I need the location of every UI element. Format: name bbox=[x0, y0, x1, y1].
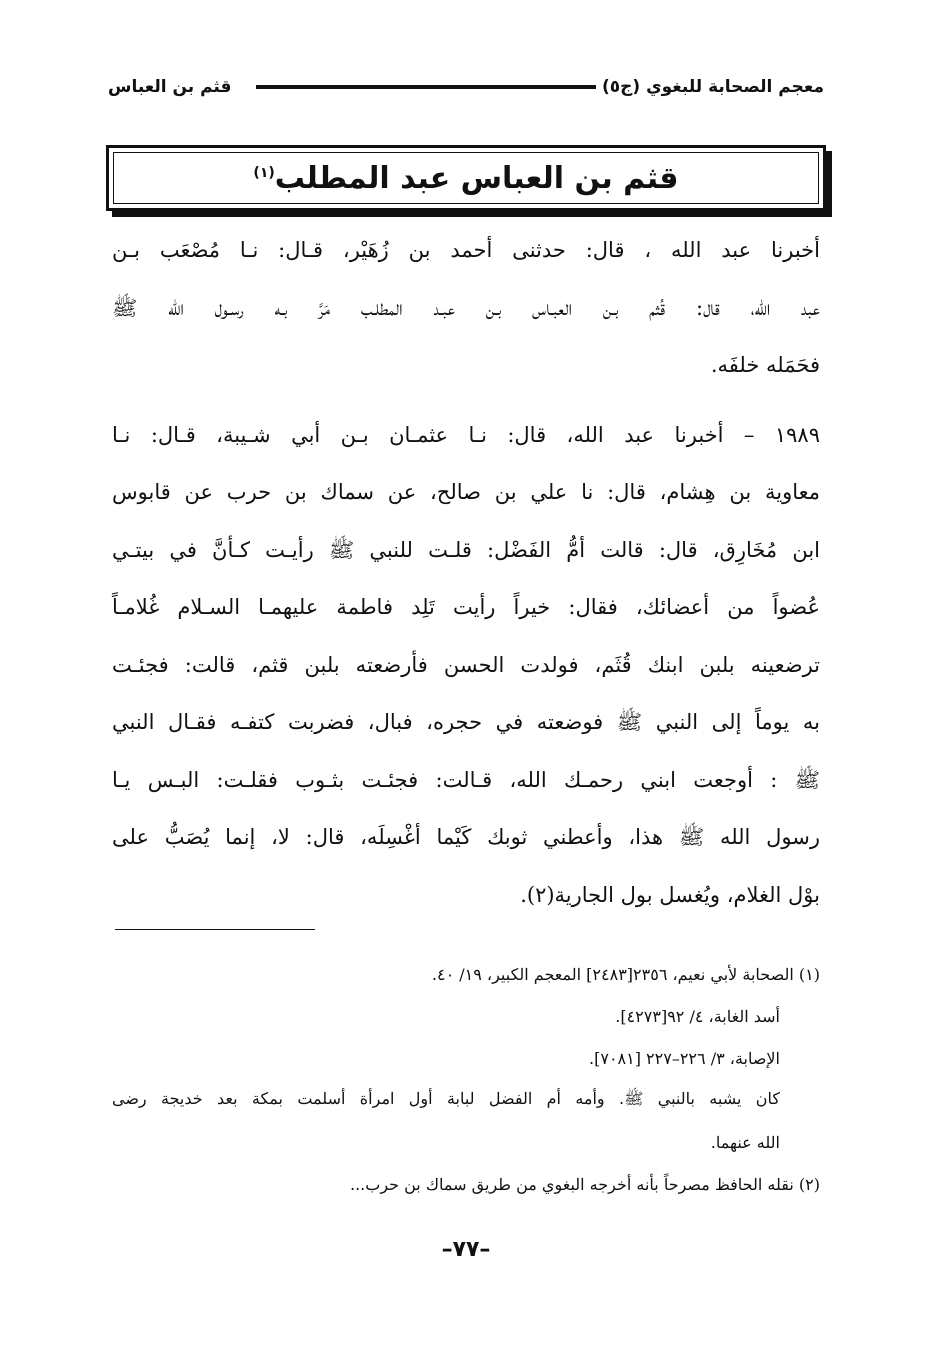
entry-title bbox=[253, 161, 678, 196]
text-line bbox=[112, 407, 820, 465]
text-line-content: فحَمَله خلفَه. bbox=[710, 353, 820, 378]
header-rule bbox=[256, 85, 596, 89]
entry-title-text: قثم بن العباس عبد المطلب bbox=[274, 160, 679, 196]
text-line bbox=[112, 579, 820, 637]
text-line bbox=[112, 464, 820, 522]
text-line bbox=[112, 809, 820, 867]
paragraph-gap bbox=[112, 395, 820, 407]
footnote-line bbox=[112, 1037, 820, 1079]
footnote-text: (١) الصحابة لأبي نعيم، ٢٣٥٦[٢٤٨٣] المعجم الكبير، ١٩/ ٤٠. bbox=[431, 964, 820, 984]
text-line bbox=[112, 337, 820, 395]
text-line bbox=[112, 752, 820, 810]
text-line-content: معاوية بن هِشام، قال: نا علي بن صالح، عن سماك بن حرب عن قابوس bbox=[112, 480, 820, 505]
entry-title-footnote-marker: (١) bbox=[253, 164, 275, 181]
text-line-content: عبد الله، قال: قُثم بـن العبـاس بـن عبـد المطلـب مَرَّ بـه رسـول الله ﷺ bbox=[112, 295, 820, 320]
text-line-content: ترضعينه بلبن ابنك قُثَم، فولدت الحسن فأرضعته بلبن قثم، قالت: فجئـت bbox=[112, 652, 820, 677]
footnotes bbox=[112, 953, 820, 1205]
page-number: –٧٧– bbox=[441, 1237, 491, 1262]
text-line bbox=[112, 867, 820, 925]
footnote-line bbox=[112, 1163, 820, 1205]
text-line bbox=[112, 694, 820, 752]
main-text bbox=[112, 222, 820, 924]
text-line-content: أخبرنا عبد الله ، قال: حدثنى أحمد بن زُهَيْر، قـال: نـا مُصْعَب بـن bbox=[112, 238, 820, 263]
text-line-content: رسول الله ﷺ هذا، وأعطني ثوبك كَيْما أغْسِلَه، قال: لا، إنما يُصَبُّ على bbox=[112, 825, 820, 850]
footnote-line bbox=[112, 1079, 820, 1121]
text-line-content: ﷺ : أوجعت ابني رحمـك الله، قـالت: فجئـت بثـوب فقلـت: البـس يـا bbox=[112, 767, 820, 792]
footnote-text: الله عنهما. bbox=[710, 1132, 780, 1152]
text-line bbox=[112, 522, 820, 580]
footnote-text: أسد الغابة، ٤/ ٩٢[٤٢٧٣]. bbox=[615, 1006, 780, 1026]
footnote-line bbox=[112, 1121, 820, 1163]
footnote-line bbox=[112, 953, 820, 995]
footnote-line bbox=[112, 995, 820, 1037]
text-line bbox=[112, 280, 820, 338]
text-line bbox=[112, 222, 820, 280]
text-line-content: عُضواً من أعضائك، فقال: خيراً رأيت تَلِد فاطمة عليهمـا السـلام غُلامـاً bbox=[112, 595, 820, 620]
running-head-book bbox=[256, 77, 824, 97]
running-head bbox=[108, 70, 824, 104]
text-line-content: به يوماً إلى النبي ﷺ فوضعته في حجره، فبال، فضربت كتفـه فقـال النبي bbox=[112, 710, 820, 735]
text-line bbox=[112, 637, 820, 695]
text-line-content: بوْل الغلام، ويُغسل بول الجارية(٢). bbox=[520, 882, 820, 907]
running-head-section: قثم بن العباس bbox=[108, 77, 232, 97]
footnote-text: (٢) نقله الحافظ مصرحاً بأنه أخرجه البغوي من طريق سماك بن حرب... bbox=[350, 1174, 820, 1194]
footnote-separator bbox=[115, 929, 315, 930]
entry-title-box bbox=[106, 145, 826, 211]
text-line-content: ابن مُخَارِق، قال: قالت أمُّ الفَضْل: قلـت للنبي ﷺ رأيـت كـأنَّ في بيتـي bbox=[112, 537, 820, 562]
footnote-text: الإصابة، ٣/ ٢٢٦–٢٢٧ [٧٠٨١]. bbox=[589, 1048, 780, 1068]
book-title: معجم الصحابة للبغوي (ج٥) bbox=[601, 77, 824, 97]
footnote-text: كان يشبه بالنبي ﷺ. وأمه أم الفضل لبابة أول امرأة أسلمت بمكة بعد خديجة رضى bbox=[112, 1088, 780, 1108]
text-line-content: ١٩٨٩ – أخبرنا عبد الله، قال: نـا عثمـان بـن أبي شـيبة، قـال: نـا bbox=[112, 422, 820, 447]
